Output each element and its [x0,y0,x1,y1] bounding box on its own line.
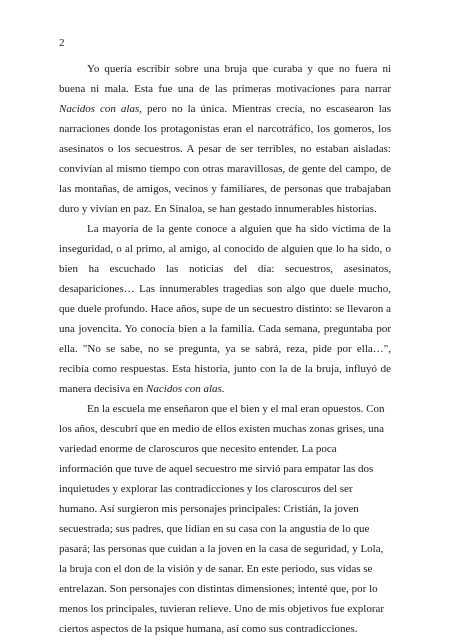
paragraph-3 [59,399,391,639]
body-text [59,59,391,639]
book-title-italic: Nacidos con alas [59,103,140,115]
paragraph-1-run-1: Yo quería escribir sobre una bruja que curaba y que no fuera ni buena ni mala. Esta fue una de las primeras motivaciones para narrar [59,63,391,95]
paragraph-1 [59,59,391,219]
book-title-italic: Nacidos con alas. [146,383,225,395]
paragraph-2-run-1: La mayoría de la gente conoce a alguien que ha sido víctima de la inseguridad, o al primo, al amigo, al conocido de alguien que lo ha sido, o bien ha escuchado las noticias del día: secuestros, asesinatos, desapariciones… Las innumerables tragedias son algo que duele mucho, que duele profundo. Hace años, supe de un secuestro distinto: se llevaron a una jovencita. Yo conocía bien a la familia. Cada semana, preguntaba por ella. "No se sabe, no se pregunta, ya se sabrá, reza, pide por ella…", recibía como respuestas. Esta historia, junto con la de la bruja, influyó de manera decisiva en [59,223,391,395]
page-number: 2 [59,37,65,49]
paragraph-2 [59,219,391,399]
paragraph-3-run-1: En la escuela me enseñaron que el bien y el mal eran opuestos. Con los años, descubrí que en medio de ellos existen muchas zonas grises, una variedad enorme de claroscuros que necesito entender. La poca información que tuve de aquel secuestro me sirvió para empatar las dos inquietudes y explorar las contradicciones y los claroscuros del ser humano. Así surgieron mis personajes principales: Cristián, la joven secuestrada; sus padres, que lidian en su casa con la angustia de lo que pasará; las personas que cuidan a la joven en la casa de seguridad, y Lola, la bruja con el don de la visión y de sanar. En este periodo, sus vidas se entrelazan. Son personajes con distintas dimensiones; intenté que, por lo menos los principales, tuvieran relieve. Uno de mis objetivos fue explorar ciertos aspectos de la psique humana, así como sus contradicciones. [59,403,385,635]
paragraph-1-run-3: , pero no la única. Mientras crecía, no escasearon las narraciones donde los protagonistas eran el narcotráfico, los gomeros, los asesinatos o los secuestros. A pesar de ser terribles, no estaban aisladas: convivían al mismo tiempo con otras maravillosas, de gente del campo, de las montañas, de amigos, vecinos y familiares, de personas que trabajaban duro y vivían en paz. En Sinaloa, se han gestado innumerables historias. [59,103,392,215]
